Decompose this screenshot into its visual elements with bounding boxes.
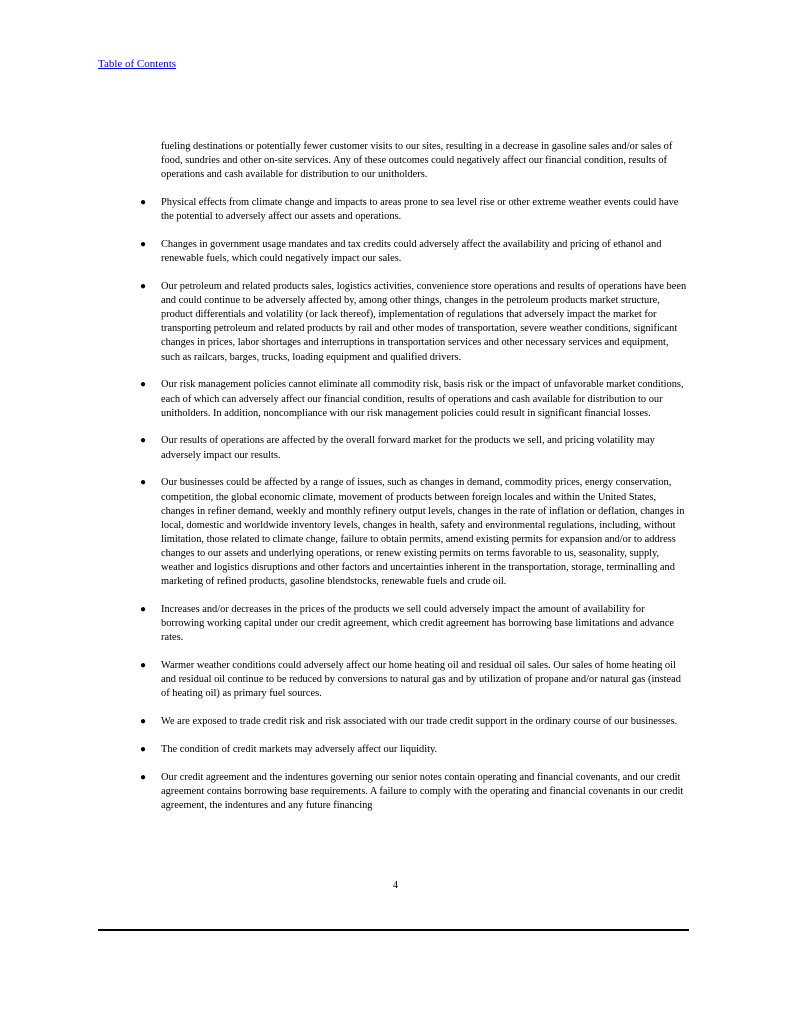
table-of-contents-link[interactable]: Table of Contents [98,58,177,70]
list-item [140,238,690,266]
list-item-text: Our petroleum and related products sales, logistics activities, convenience store operations and results of operations have been and could continue to be adversely affected by, among other things, changes in the petroleum products market structure, product differentials and volatility (or lack thereof), implementation of regulations that adversely impact the market for transporting petroleum and related products by rail and other modes of transportation, severe weather conditions, significant changes in prices, labor shortages and interruptions in transportation services and other necessary services and equipment, such as railcars, barges, trucks, loading equipment and qualified drivers. [161,281,687,363]
list-item-text: Changes in government usage mandates and tax credits could adversely affect the availability and pricing of ethanol and renewable fuels, which could negatively impact our sales. [161,239,662,265]
bullet-icon: ● [140,716,147,728]
list-item-text: Increases and/or decreases in the prices of the products we sell could adversely impact the amount of availability for borrowing working capital under our credit agreement, which credit agreement has borrowing base limitations and advance rates. [161,604,675,644]
list-item [140,715,690,729]
list-item [140,280,690,365]
list-item [140,378,690,420]
list-item [140,603,690,645]
bullet-icon: ● [140,604,147,616]
bullet-icon: ● [140,197,147,209]
continuation-paragraph: fueling destinations or potentially fewer customer visits to our sites, resulting in a decrease in gasoline sales and/or sales of food, sundries and other on-site services. Any of these outcomes could negatively affect our financial condition, results of operations and cash available for distribution to our unitholders. [161,141,673,181]
list-item [140,771,690,813]
footer-divider [98,929,689,931]
list-item-text: Physical effects from climate change and impacts to areas prone to sea level rise or other extreme weather events could have the potential to adversely affect our assets and operations. [161,197,679,223]
page-number: 4 [392,880,399,891]
bullet-icon: ● [140,435,147,447]
bullet-icon: ● [140,477,147,489]
bullet-icon: ● [140,379,147,391]
risk-factor-list [140,196,690,813]
bullet-icon: ● [140,771,147,783]
list-item-text: We are exposed to trade credit risk and risk associated with our trade credit support in the ordinary course of our businesses. [161,716,678,728]
document-body [140,140,690,813]
list-item-text: Our businesses could be affected by a range of issues, such as changes in demand, commodity prices, energy conservation, competition, the global economic climate, movement of products between foreign locales and within the United States, changes in refiner demand, weekly and monthly refinery output levels, changes in the rate of inflation or deflation, changes in local, domestic and worldwide inventory levels, changes in health, safety and environmental regulations, including, without limitation, those related to climate change, failure to obtain permits, amend existing permits for expansion and/or to address changes to our assets and underlying operations, or renew existing permits on terms favorable to us, seasonality, supply, weather and logistics disruptions and other factors and uncertainties inherent in the transportation, storage, terminalling and marketing of refined products, gasoline blendstocks, renewable fuels and crude oil. [161,477,685,588]
list-item-text: Our results of operations are affected by the overall forward market for the products we sell, and pricing volatility may adversely impact our results. [161,435,655,461]
list-item [140,743,690,757]
list-item [140,476,690,589]
list-item [140,434,690,462]
bullet-icon: ● [140,281,147,293]
list-item-text: Warmer weather conditions could adversely affect our home heating oil and residual oil sales. Our sales of home heating oil and residual oil continue to be reduced by conversions to natural gas and by utilization of propane and/or natural gas (instead of heating oil) as primary fuel sources. [161,660,681,700]
list-item-text: Our credit agreement and the indentures governing our senior notes contain operating and financial covenants, and our credit agreement contains borrowing base requirements. A failure to comply with the operating and financial covenants in our credit agreement, the indentures and any future financing [161,771,684,812]
bullet-icon: ● [140,744,147,756]
bullet-icon: ● [140,660,147,672]
list-item [140,196,690,224]
list-item [140,659,690,701]
list-item-text: Our risk management policies cannot eliminate all commodity risk, basis risk or the impact of unfavorable market conditions, each of which can adversely affect our financial condition, results of operations and cash available for distribution to our unitholders. In addition, noncompliance with our risk management policies could result in significant financial losses. [161,379,684,419]
bullet-icon: ● [140,239,147,251]
list-item-text: The condition of credit markets may adversely affect our liquidity. [161,744,438,756]
